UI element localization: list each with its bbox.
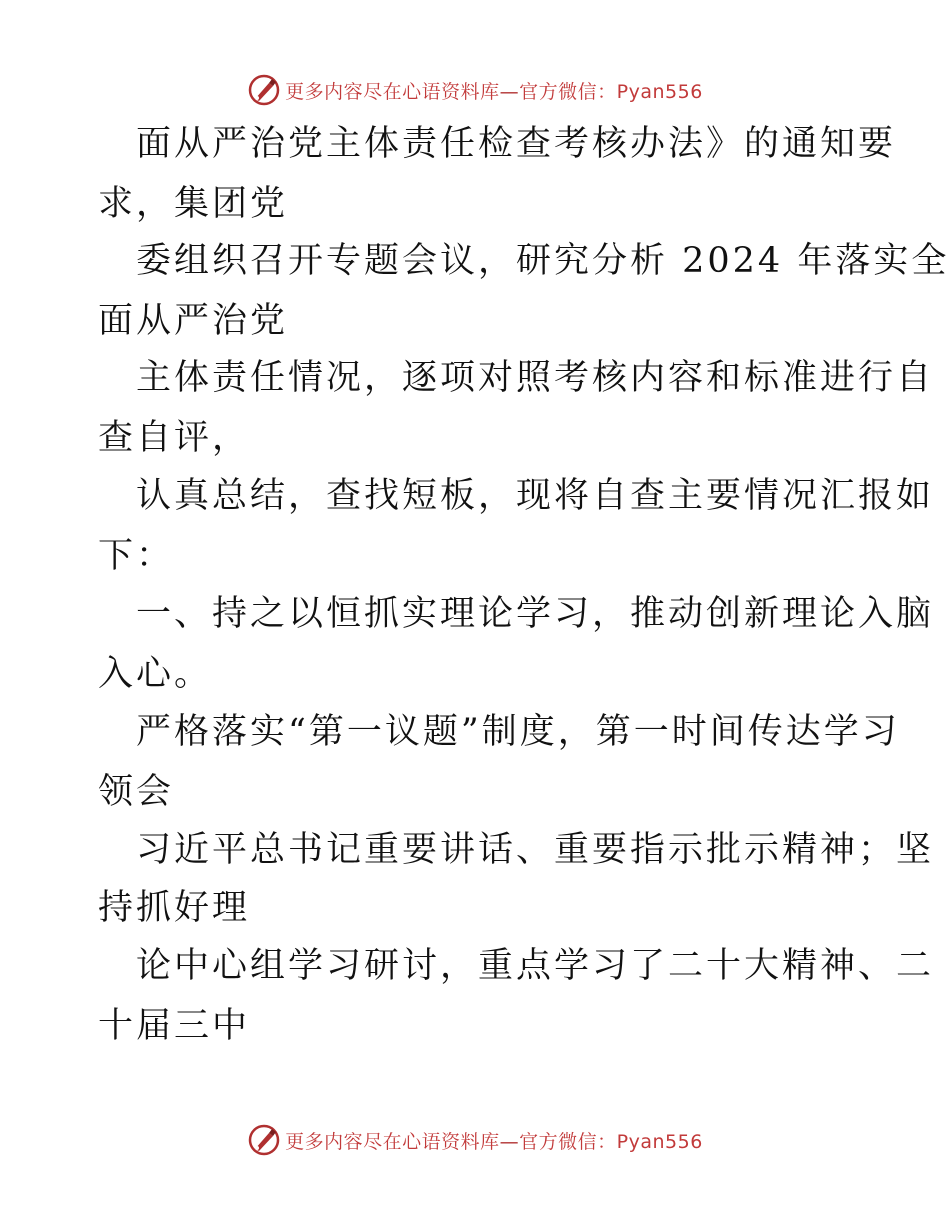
text-line: 求，集团党: [98, 184, 289, 224]
text-line: 十届三中: [98, 1006, 251, 1046]
banner-main-text: 更多内容尽在心语资料库: [285, 1130, 500, 1153]
banner-text: [285, 77, 703, 104]
text-line: 论中心组学习研讨，重点学习了二十大精神、二: [136, 946, 935, 986]
text-line: 习近平总书记重要讲话、重要指示批示精神；坚: [136, 830, 935, 870]
text-line: 委组织召开专题会议，研究分析 2024 年落实全: [136, 241, 950, 281]
text-line: 一、持之以恒抓实理论学习，推动创新理论入脑: [136, 594, 935, 634]
text-line: 查自评，: [98, 418, 251, 458]
text-line: 面从严治党: [98, 301, 289, 341]
footer-watermark-banner: [0, 1120, 950, 1160]
banner-dash: —: [499, 80, 520, 103]
text-line: 入心。: [98, 654, 213, 694]
pen-logo-icon: [247, 1123, 281, 1157]
banner-wechat-text: 官方微信：Pyan556: [519, 80, 703, 103]
text-line: 面从严治党主体责任检查考核办法》的通知要: [136, 124, 897, 164]
text-line: 认真总结，查找短板，现将自查主要情况汇报如: [136, 476, 935, 516]
header-watermark-banner: [0, 70, 950, 110]
banner-dash: —: [499, 1130, 520, 1153]
banner-wechat-text: 官方微信：Pyan556: [519, 1130, 703, 1153]
text-line: 下：: [98, 536, 175, 576]
banner-text: [285, 1127, 703, 1154]
banner-main-text: 更多内容尽在心语资料库: [285, 80, 500, 103]
text-line: 持抓好理: [98, 888, 251, 928]
pen-logo-icon: [247, 73, 281, 107]
text-line: 领会: [98, 772, 175, 812]
text-line: 严格落实“第一议题”制度，第一时间传达学习: [136, 712, 900, 752]
text-line: 主体责任情况，逐项对照考核内容和标准进行自: [136, 358, 935, 398]
